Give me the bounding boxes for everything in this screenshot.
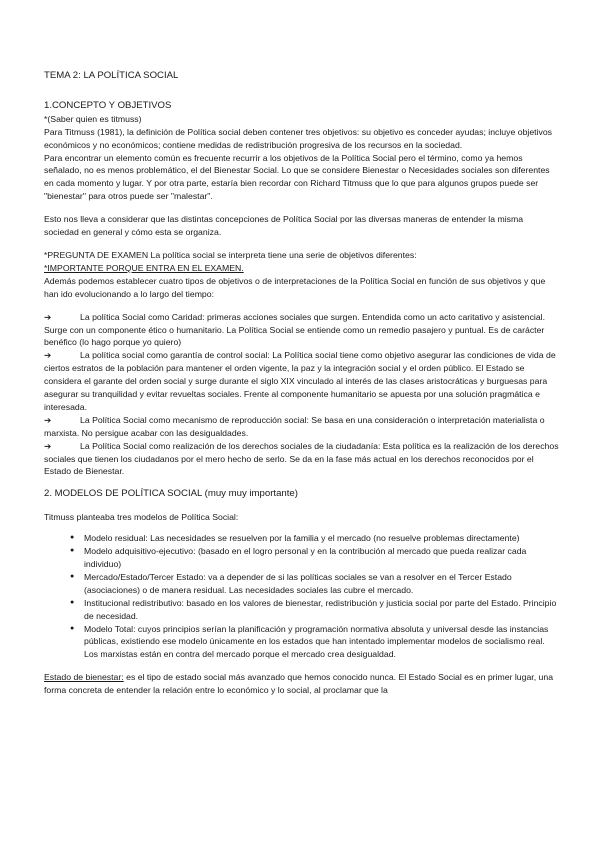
paragraph: Para Titmuss (1981), la definición de Política social deben contener tres objetivos: su objetivo es conceder ayudas; incluye objetivos económicos y no económicos; contiene medidas de redistribución progresiva de los recursos en la sociedad. (44, 126, 553, 150)
list-item: ● Modelo Total: cuyos principios serían la planificación y programación normativa absoluta y universal desde las instancias públicas, existiendo ese modelo únicamente en los estados que han intentado implementar modelos de socialismo real. Los marxistas están en contra del mercado porque el mercado crea desigualdad. (70, 623, 560, 662)
paragraph: Esto nos lleva a considerar que las distintas concepciones de Política Social por las diversas maneras de entender la misma sociedad en general y cómo esta se organiza. (44, 214, 524, 238)
list-item: ● Mercado/Estado/Tercer Estado: va a depender de si las políticas sociales se van a resolver en el Tercer Estado (asociaciones) o de manera residual. Las necesidades sociales las cubre el mercado. (70, 571, 560, 597)
models-list (44, 532, 560, 661)
arrow-item: ➔ La Política Social como mecanismo de reproducción social: Se basa en una consideración o interpretación materialista o marxista. No persigue acabar con las desigualdades. (44, 414, 545, 438)
exam-important-note: *IMPORTANTE PORQUE ENTRA EN EL EXAMEN. (44, 262, 244, 273)
arrow-icon: ➔ (44, 350, 52, 361)
arrow-item: ➔ La política social como garantía de control social: La Política social tiene como objetivo asegurar las condiciones de vida de ciertos estratos de la población para mantener el orden vigente, la paz y la integración social y el orden público. El Estado se considera el garante del orden social y surge durante el siglo XIX vinculado al interés de las clases aristocráticas y burguesas para asegurar su tranquilidad y evitar revueltas sociales. Frente al componente humanitario se apuesta por una solución pragmática e interesada. (44, 350, 556, 412)
arrow-item: ➔ La política Social como Caridad: primeras acciones sociales que surgen. Entendida como un acto caritativo y asistencial. Surge con un componente ético o humanitario. La Política Social se entiende como un remedio pasajero y puntual. Es de carácter benéfico (lo hago porque yo quiero) (44, 311, 546, 348)
welfare-term: Estado de bienestar: (44, 672, 124, 683)
welfare-text: es el tipo de estado social más avanzado que hemos conocido nunca. El Estado Social es en primer lugar, una forma concreta de entender la relación entre lo económico y lo social, al proclamar que la (44, 672, 554, 696)
paragraph: Además podemos establecer cuatro tipos de objetivos o de interpretaciones de la Política Social en función de sus objetivos y que han ido evolucionando a lo largo del tiempo: (44, 275, 546, 299)
list-item: ● Modelo adquisitivo-ejecutivo: (basado en el logro personal y en la contribución al mercado que pueda realizar cada individuo) (70, 545, 560, 571)
welfare-paragraph (44, 671, 560, 697)
note-titmuss: *(Saber quien es titmuss) (44, 113, 142, 124)
document-title: TEMA 2: LA POLÍTICA SOCIAL (44, 70, 179, 81)
arrow-item: ➔ La Política Social como realización de los derechos sociales de la ciudadanía: Esta política es la realización de los derechos sociales que tienen los ciudadanos por el mero hecho de serlo. Se da en la fase más actual en los derechos reconocidos por el Estado de Bienestar. (44, 440, 559, 477)
list-item: ● Modelo residual: Las necesidades se resuelven por la familia y el mercado (no resuelve problemas directamente) (70, 532, 560, 545)
exam-question: *PREGUNTA DE EXAMEN La política social se interpreta tiene una serie de objetivos diferentes: (44, 249, 417, 260)
section-heading-concepto: 1.CONCEPTO Y OBJETIVOS (44, 99, 172, 111)
paragraph: Titmuss planteaba tres modelos de Política Social: (44, 512, 239, 523)
arrow-icon: ➔ (44, 311, 52, 322)
arrow-icon: ➔ (44, 414, 52, 425)
arrow-icon: ➔ (44, 440, 52, 451)
list-item: ● Institucional redistributivo: basado en los valores de bienestar, redistribución y justicia social por parte del Estado. Principio de necesidad. (70, 597, 560, 623)
section-heading-modelos: 2. MODELOS DE POLÍTICA SOCIAL (muy muy importante) (44, 488, 298, 500)
paragraph: Para encontrar un elemento común es frecuente recurrir a los objetivos de la Política Social pero el término, como ya hemos señalado, no es menos problemático, el del Bienestar Social. Lo que se considere Bienestar o Necesidades sociales son diferentes en cada momento y lugar. Y por otra parte, estaría bien recordar con Richard Titmuss que lo que para algunos grupos puede ser "bienestar" para otros puede ser "malestar". (44, 152, 550, 202)
document-body (44, 70, 560, 697)
